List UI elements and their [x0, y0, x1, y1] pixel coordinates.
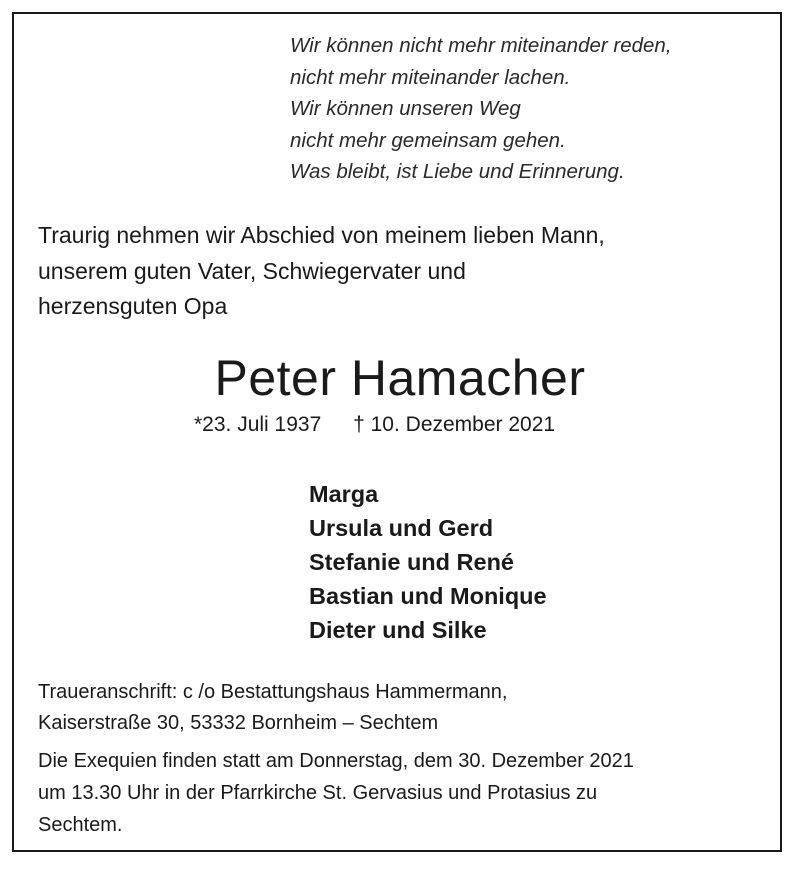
- death-date: † 10. Dezember 2021: [353, 413, 556, 436]
- service-line: um 13.30 Uhr in der Pfarrkirche St. Gervasius und Protasius zu: [38, 782, 598, 804]
- mourner: Bastian und Monique: [309, 583, 547, 609]
- address-line: Kaiserstraße 30, 53332 Bornheim – Sechtem: [38, 712, 439, 734]
- poem: [290, 30, 672, 188]
- mourner: Ursula und Gerd: [309, 515, 494, 541]
- intro-text: [38, 218, 605, 325]
- poem-line: Was bleibt, ist Liebe und Erinnerung.: [290, 160, 625, 183]
- mourners-list: [309, 477, 547, 647]
- poem-line: nicht mehr miteinander lachen.: [290, 65, 571, 89]
- mourner: Stefanie und René: [309, 549, 515, 575]
- birth-date: *23. Juli 1937: [194, 413, 322, 436]
- mourner: Marga: [309, 481, 379, 507]
- intro-line: unserem guten Vater, Schwiegervater und: [38, 257, 466, 284]
- service-line: Die Exequien finden statt am Donnerstag, dem 30. Dezember 2021: [38, 750, 634, 772]
- service-info: [38, 745, 634, 841]
- poem-line: Wir können nicht mehr miteinander reden,: [290, 34, 672, 57]
- address-line: Traueranschrift: c /o Bestattungshaus Hammermann,: [38, 681, 508, 703]
- intro-line: Traurig nehmen wir Abschied von meinem lieben Mann,: [38, 222, 605, 248]
- deceased-name: Peter Hamacher: [214, 350, 586, 406]
- mourner: Dieter und Silke: [309, 617, 487, 643]
- poem-line: Wir können unseren Weg: [290, 97, 521, 120]
- life-dates: [194, 410, 555, 440]
- poem-line: nicht mehr gemeinsam gehen.: [290, 128, 566, 152]
- service-line: Sechtem.: [38, 814, 123, 836]
- mourning-address: [38, 677, 507, 739]
- intro-line: herzensguten Opa: [38, 293, 228, 319]
